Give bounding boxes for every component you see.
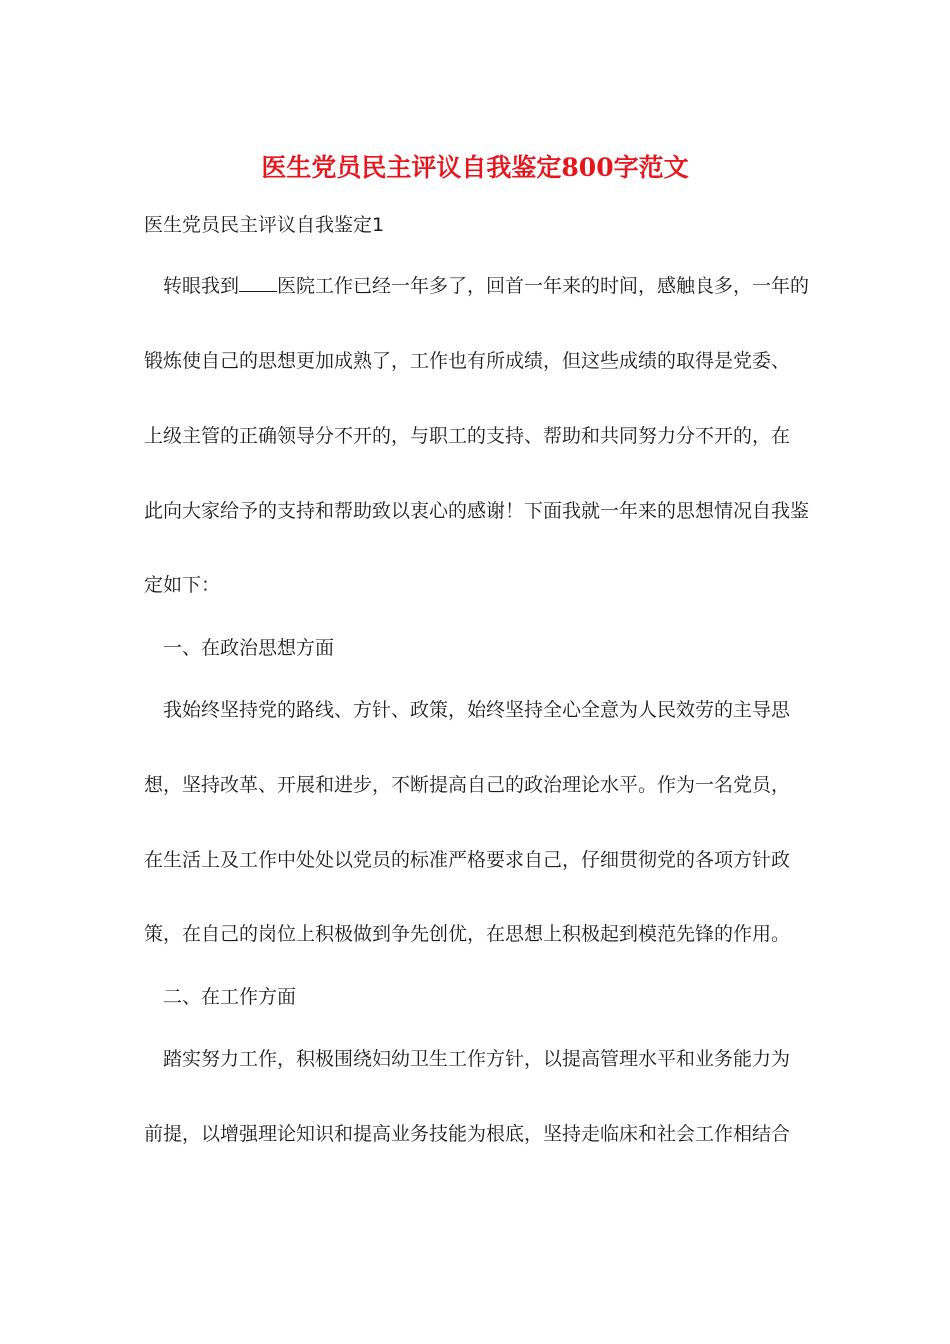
paragraph-1-line-2: 锻炼使自己的思想更加成熟了，工作也有所成绩，但这些成绩的取得是党委、 bbox=[144, 350, 791, 372]
document-title: 医生党员民主评议自我鉴定800字范文 bbox=[261, 153, 689, 182]
paragraph-1-line-1-before: 转眼我到 bbox=[163, 275, 240, 297]
paragraph-1-line-1 bbox=[144, 271, 833, 301]
fill-in-blank bbox=[239, 271, 277, 292]
paragraph-2-line-1: 我始终坚持党的路线、方针、政策，始终坚持全心全意为人民效劳的主导思 bbox=[163, 699, 791, 721]
paragraph-2-line-3: 在生活上及工作中处处以党员的标准严格要求自己，仔细贯彻党的各项方针政 bbox=[144, 849, 791, 871]
paragraph-3-line-1: 踏实努力工作，积极围绕妇幼卫生工作方针，以提高管理水平和业务能力为 bbox=[163, 1048, 791, 1070]
paragraph-1-line-5: 定如下： bbox=[144, 574, 221, 596]
paragraph-1-line-1-after: 医院工作已经一年多了，回首一年来的时间，感触良多，一年的 bbox=[277, 275, 810, 297]
document-subtitle: 医生党员民主评议自我鉴定1 bbox=[144, 214, 385, 236]
paragraph-1-line-4: 此向大家给予的支持和帮助致以衷心的感谢！下面我就一年来的思想情况自我鉴 bbox=[144, 500, 810, 522]
section-2-heading: 二、在工作方面 bbox=[163, 986, 297, 1008]
paragraph-2-line-2: 想，坚持改革、开展和进步，不断提高自己的政治理论水平。作为一名党员， bbox=[144, 774, 791, 796]
paragraph-3-line-2: 前提，以增强理论知识和提高业务技能为根底，坚持走临床和社会工作相结合 bbox=[144, 1123, 791, 1145]
section-1-heading: 一、在政治思想方面 bbox=[163, 637, 335, 659]
paragraph-1-line-3: 上级主管的正确领导分不开的，与职工的支持、帮助和共同努力分不开的，在 bbox=[144, 425, 791, 447]
paragraph-2-line-4: 策，在自己的岗位上积极做到争先创优，在思想上积极起到模范先锋的作用。 bbox=[144, 923, 791, 945]
